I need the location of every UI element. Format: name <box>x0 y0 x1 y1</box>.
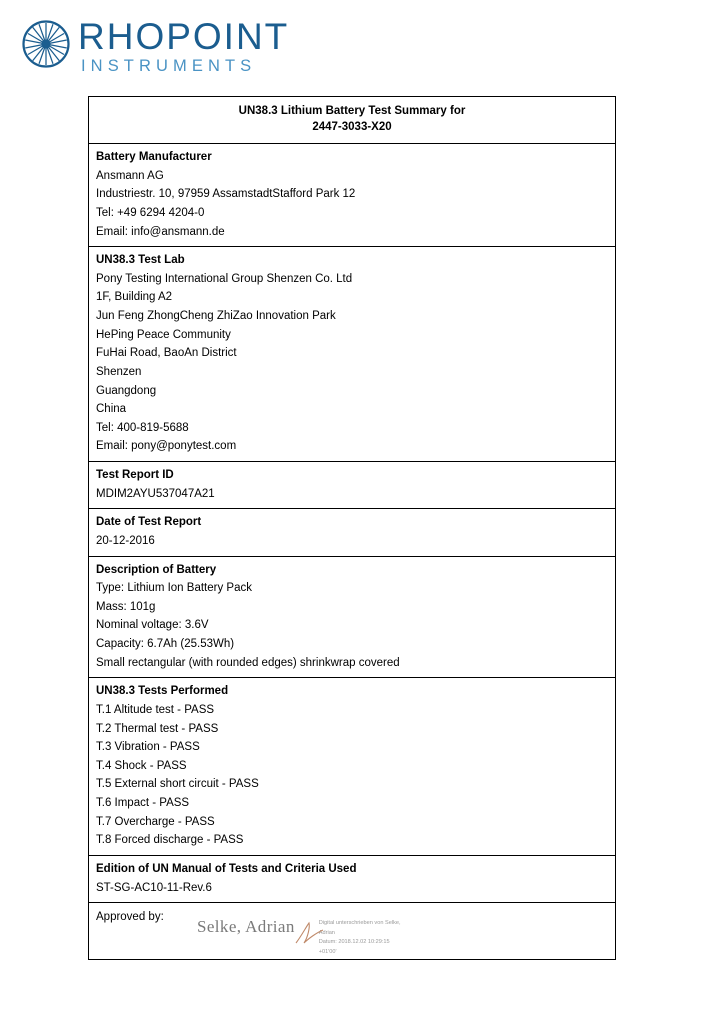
test-result-row: T.5 External short circuit - PASS <box>96 778 259 791</box>
section-line: Pony Testing International Group Shenzen Co. Ltd <box>96 272 353 285</box>
test-result-row: T.8 Forced discharge - PASS <box>96 834 244 847</box>
section-line: Capacity: 6.7Ah (25.53Wh) <box>96 638 235 651</box>
section-line: Shenzen <box>96 365 142 378</box>
section-line: HePing Peace Community <box>96 328 231 341</box>
section-line: FuHai Road, BaoAn District <box>96 347 237 360</box>
section-line: Guangdong <box>96 384 157 397</box>
section-line: 1F, Building A2 <box>96 291 173 304</box>
document-title-line-2: 2447-3033-X20 <box>312 120 392 133</box>
section-line: Email: pony@ponytest.com <box>96 440 237 453</box>
starburst-icon <box>22 20 70 68</box>
test-result-row: T.1 Altitude test - PASS <box>96 703 215 716</box>
test-result-row: T.6 Impact - PASS <box>96 797 190 810</box>
section-heading: Date of Test Report <box>96 516 202 529</box>
brand-logo <box>22 18 289 75</box>
section-date-of-test-report <box>89 509 615 556</box>
section-heading: Edition of UN Manual of Tests and Criteria Used <box>96 862 357 875</box>
brand-name: RHOPOINT <box>78 16 290 57</box>
signature-metadata <box>319 919 401 957</box>
section-tests-performed <box>89 678 615 856</box>
approved-by-label: Approved by: <box>96 911 164 924</box>
section-test-report-id <box>89 462 615 509</box>
section-line: China <box>96 403 127 416</box>
section-line: Mass: 101g <box>96 600 156 613</box>
section-heading: UN38.3 Tests Performed <box>96 685 229 698</box>
section-line: 20-12-2016 <box>96 534 155 547</box>
signature-meta-line: Datum: 2018.12.02 10:29:15 <box>318 939 390 946</box>
section-heading: Battery Manufacturer <box>96 151 212 164</box>
section-line: Tel: 400-819-5688 <box>96 421 189 434</box>
section-line: ST-SG-AC10-11-Rev.6 <box>96 881 212 894</box>
signature-meta-line: Digital unterschrieben von Selke, <box>318 920 401 927</box>
section-line: Small rectangular (with rounded edges) shrinkwrap covered <box>96 656 400 669</box>
signature-name: Selke, Adrian <box>197 917 295 937</box>
document-title <box>89 97 615 144</box>
section-line: Jun Feng ZhongCheng ZhiZao Innovation Park <box>96 310 336 323</box>
section-line: Ansmann AG <box>96 169 164 182</box>
section-line: MDIM2AYU537047A21 <box>96 487 215 500</box>
section-battery-manufacturer <box>89 144 615 247</box>
section-un-manual-edition <box>89 856 615 903</box>
test-result-row: T.3 Vibration - PASS <box>96 741 200 754</box>
section-line: Type: Lithium Ion Battery Pack <box>96 582 252 595</box>
section-description-of-battery <box>89 557 615 679</box>
signature-meta-line: Adrian <box>318 929 335 936</box>
signature-meta-line: +01'00' <box>318 948 337 955</box>
brand-subtitle: INSTRUMENTS <box>81 57 257 75</box>
test-result-row: T.4 Shock - PASS <box>96 759 187 772</box>
section-approval <box>89 903 615 959</box>
document-title-line-1: UN38.3 Lithium Battery Test Summary for <box>238 105 466 117</box>
section-heading: UN38.3 Test Lab <box>96 254 185 267</box>
test-result-row: T.2 Thermal test - PASS <box>96 722 219 735</box>
digital-signature <box>197 917 401 957</box>
test-result-row: T.7 Overcharge - PASS <box>96 815 215 828</box>
section-line: Email: info@ansmann.de <box>96 225 225 238</box>
section-line: Tel: +49 6294 4204-0 <box>96 206 205 219</box>
section-heading: Description of Battery <box>96 563 217 576</box>
section-heading: Test Report ID <box>96 469 174 482</box>
section-test-lab <box>89 247 615 462</box>
section-line: Industriestr. 10, 97959 AssamstadtStafford Park 12 <box>96 188 356 201</box>
section-line: Nominal voltage: 3.6V <box>96 619 209 632</box>
test-summary-document <box>88 96 616 960</box>
